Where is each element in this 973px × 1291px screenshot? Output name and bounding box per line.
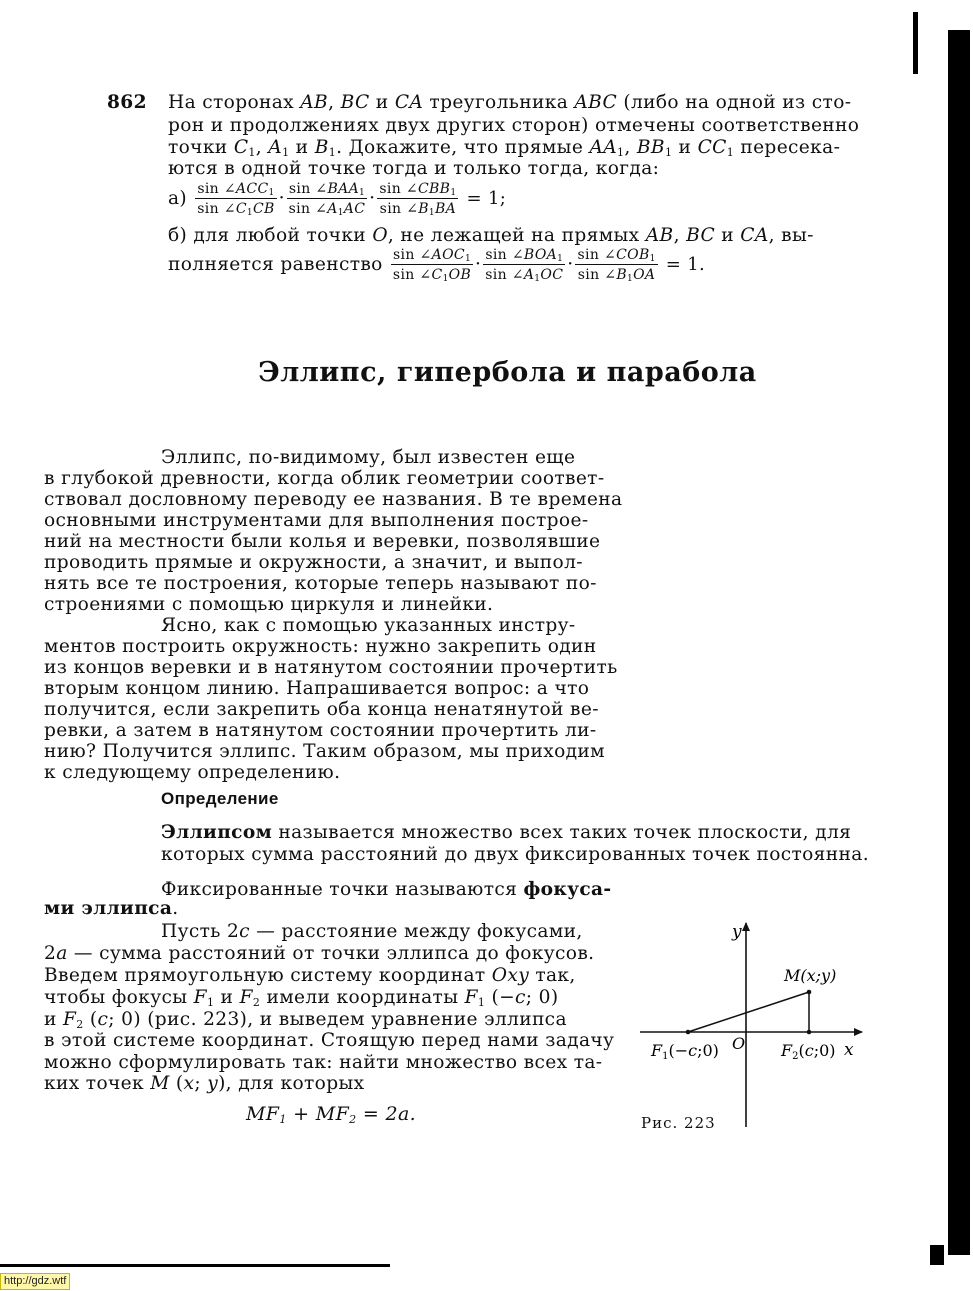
- intro-line: основными инструментами для выполнения построе-: [44, 510, 589, 531]
- part-b-line-2: полняется равенство $\frac{\sin \angle AOC_1}{\sin \angle C_1OB}$ · $\frac{\sin \angle BOA_1}{\sin \angle A_1OC}$ · $\frac{\sin \angle COB_1}{\sin \angle B_1OA}$ = 1.: [168, 247, 706, 284]
- figure-caption: Рис. 223: [641, 1114, 716, 1132]
- body-line-4: чтобы фокусы $F_1$ и $F_2$ имели координаты $F_1$ (−c; 0): [44, 987, 559, 1009]
- part-b-lead: полняется равенство: [168, 254, 383, 275]
- point-f2-label: F2(c;0): [781, 1041, 836, 1062]
- problem-number: 862: [107, 92, 147, 113]
- intro-line: нию? Получится эллипс. Таким образом, мы приходим: [44, 741, 605, 762]
- scan-edge-bar: [913, 12, 918, 74]
- foci-text: Фиксированные точки называются: [161, 879, 524, 900]
- point-f1: [686, 1030, 691, 1035]
- definition-line-1: [161, 822, 851, 844]
- part-a-label: а): [168, 188, 188, 209]
- intro-line: ствовал дословному переводу ее названия. В те времена: [44, 489, 623, 510]
- part-a: а) $\frac{\sin \angle ACC_1}{\sin \angle C_1CB}$ · $\frac{\sin \angle BAA_1}{\sin \angle A_1AC}$ · $\frac{\sin \angle CBB_1}{\sin \angle B_1BA}$ = 1;: [168, 181, 507, 218]
- section-title: Эллипс, гипербола и парабола: [258, 357, 757, 388]
- scan-bottom-line: [0, 1264, 390, 1267]
- intro-line: ний на местности были колья и веревки, позволявшие: [44, 531, 601, 552]
- definition-line-2: которых сумма расстояний до двух фиксированных точек постоянна.: [161, 844, 869, 865]
- foci-term-part-1: фокуса-: [523, 879, 612, 900]
- point-f2: [807, 1030, 812, 1035]
- y-axis-label: y: [732, 922, 742, 942]
- problem-line-1: На сторонах AB, BC и CA треугольника ABC (либо на одной из сто-: [168, 92, 852, 113]
- point-f1-label: F1(−c;0): [651, 1041, 719, 1062]
- intro-line: Ясно, как с помощью указанных инстру-: [161, 615, 576, 636]
- body-line-8: ких точек M (x; y), для которых: [44, 1073, 365, 1094]
- intro-line: строениями с помощью циркуля и линейки.: [44, 594, 494, 615]
- foci-line-1: [161, 879, 612, 901]
- scan-edge-strip: [948, 30, 970, 1255]
- fraction-4: $\frac{\sin \angle AOC_1}{\sin \angle C_1OB}$: [392, 247, 472, 284]
- definition-term: Эллипсом: [161, 822, 273, 843]
- definition-line-1-rest: называется множество всех таких точек плоскости, для: [272, 822, 852, 843]
- intro-line: вторым концом линию. Напрашивается вопрос: а что: [44, 678, 590, 699]
- intro-line: Эллипс, по-видимому, был известен еще: [161, 447, 576, 468]
- watermark-link[interactable]: http://gdz.wtf: [0, 1273, 70, 1290]
- figure-223: [630, 915, 870, 1135]
- problem-line-3: точки $C_1$, $A_1$ и $B_1$. Докажите, что прямые $AA_1$, $BB_1$ и $CC_1$ пересека-: [168, 137, 841, 159]
- origin-label: O: [732, 1034, 746, 1053]
- part-b-line-1: б) для любой точки O, не лежащей на прямых AB, BC и CA, вы-: [168, 225, 814, 246]
- fraction-3: $\frac{\sin \angle CBB_1}{\sin \angle B_1BA}$: [379, 181, 457, 218]
- body-line-3: Введем прямоугольную систему координат Oxy так,: [44, 965, 576, 986]
- intro-line: проводить прямые и окружности, а значит, и выпол-: [44, 552, 583, 573]
- point-m-label: M(x;y): [784, 966, 837, 985]
- scan-edge-fragment: [930, 1245, 944, 1265]
- foci-end: .: [172, 898, 179, 919]
- x-axis-label: x: [844, 1040, 854, 1060]
- fraction-5: $\frac{\sin \angle BOA_1}{\sin \angle A_1OC}$: [485, 247, 564, 284]
- foci-term-part-2: ми эллипса: [44, 898, 173, 919]
- fraction-6: $\frac{\sin \angle COB_1}{\sin \angle B_1OA}$: [577, 247, 656, 284]
- fraction-1: $\frac{\sin \angle ACC_1}{\sin \angle C_1CB}$: [197, 181, 275, 218]
- foci-line-2: [44, 898, 179, 920]
- intro-line: получится, если закрепить оба конца ненатянутой ве-: [44, 699, 599, 720]
- body-line-7: можно сформулировать так: найти множество всех та-: [44, 1052, 603, 1073]
- fraction-2: $\frac{\sin \angle BAA_1}{\sin \angle A_1AC}$: [288, 181, 366, 218]
- point-m: [807, 990, 812, 995]
- intro-line: к следующему определению.: [44, 762, 341, 783]
- intro-line: ревки, а затем в натянутом состоянии прочертить ли-: [44, 720, 597, 741]
- definition-heading: Определение: [161, 789, 279, 808]
- body-line-1: Пусть 2c — расстояние между фокусами,: [161, 921, 583, 942]
- intro-line: в глубокой древности, когда облик геометрии соответ-: [44, 468, 605, 489]
- body-line-6: в этой системе координат. Стоящую перед нами задачу: [44, 1030, 615, 1051]
- intro-line: из концов веревки и в натянутом состоянии прочертить: [44, 657, 618, 678]
- problem-line-4: ются в одной точке тогда и только тогда, когда:: [168, 158, 660, 179]
- body-line-2: 2a — сумма расстояний от точки эллипса до фокусов.: [44, 943, 595, 964]
- segment-f1-m: [688, 992, 809, 1032]
- body-line-5: и $F_2$ (c; 0) (рис. 223), и выведем уравнение эллипса: [44, 1009, 567, 1031]
- intro-line: нять все те построения, которые теперь называют по-: [44, 573, 597, 594]
- equation: $MF_1 + MF_2 = 2a$.: [246, 1103, 417, 1126]
- problem-line-2: рон и продолжениях двух других сторон) отмечены соответственно: [168, 115, 860, 136]
- intro-line: ментов построить окружность: нужно закрепить один: [44, 636, 597, 657]
